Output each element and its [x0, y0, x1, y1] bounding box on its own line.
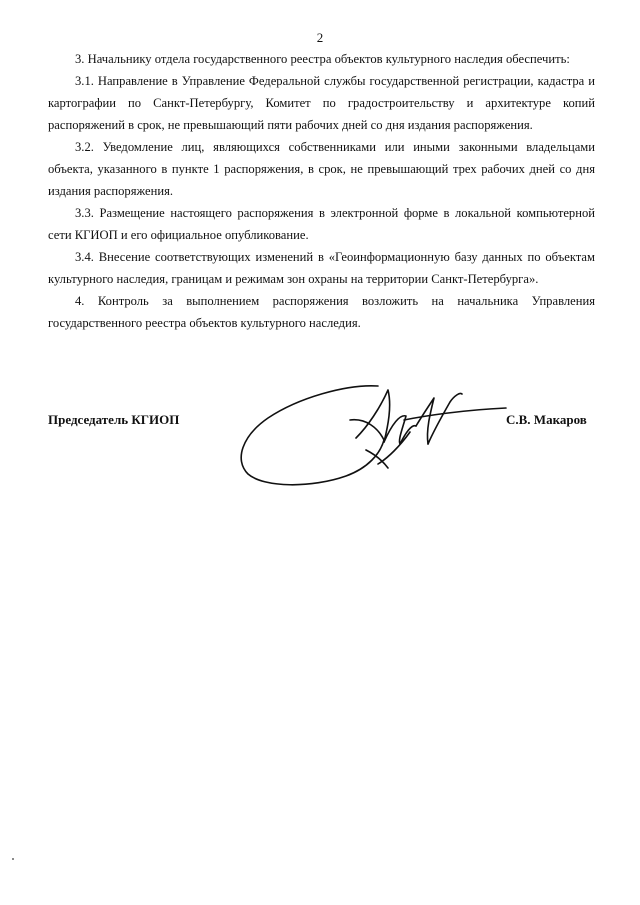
page-number: 2	[316, 30, 324, 45]
signatory-name: С.В. Макаров	[506, 412, 587, 427]
paragraph-3-1: 3.1. Направление в Управление Федеральной службы государственной регистрации, кадастра и картографии по Санкт-Петербургу, Комитет по градостроительству и архитектуре копий распоряжений в срок, не превышающий пяти рабочих дней со дня издания распоряжения.	[48, 74, 595, 132]
paragraph-4: 4. Контроль за выполнением распоряжения возложить на начальника Управления государственного реестра объектов культурного наследия.	[48, 294, 595, 330]
paragraph-3-2: 3.2. Уведомление лиц, являющихся собственниками или иными законными владельцами объекта, указанного в пункте 1 распоряжения, в срок, не превышающий трех рабочих дней со дня издания распоряжения.	[48, 140, 595, 198]
paragraph-3-3: 3.3. Размещение настоящего распоряжения в электронной форме в локальной компьютерной сети КГИОП и его официальное опубликование.	[48, 206, 595, 242]
document-body	[48, 48, 595, 334]
paragraph-3: 3. Начальнику отдела государственного реестра объектов культурного наследия обеспечить:	[75, 52, 570, 66]
signatory-title: Председатель КГИОП	[48, 412, 180, 427]
scan-speck	[12, 858, 14, 860]
handwritten-signature	[228, 380, 508, 490]
paragraph-3-4: 3.4. Внесение соответствующих изменений в «Геоинформационную базу данных по объектам культурного наследия, границам и режимам зон охраны на территории Санкт-Петербурга».	[48, 250, 595, 286]
